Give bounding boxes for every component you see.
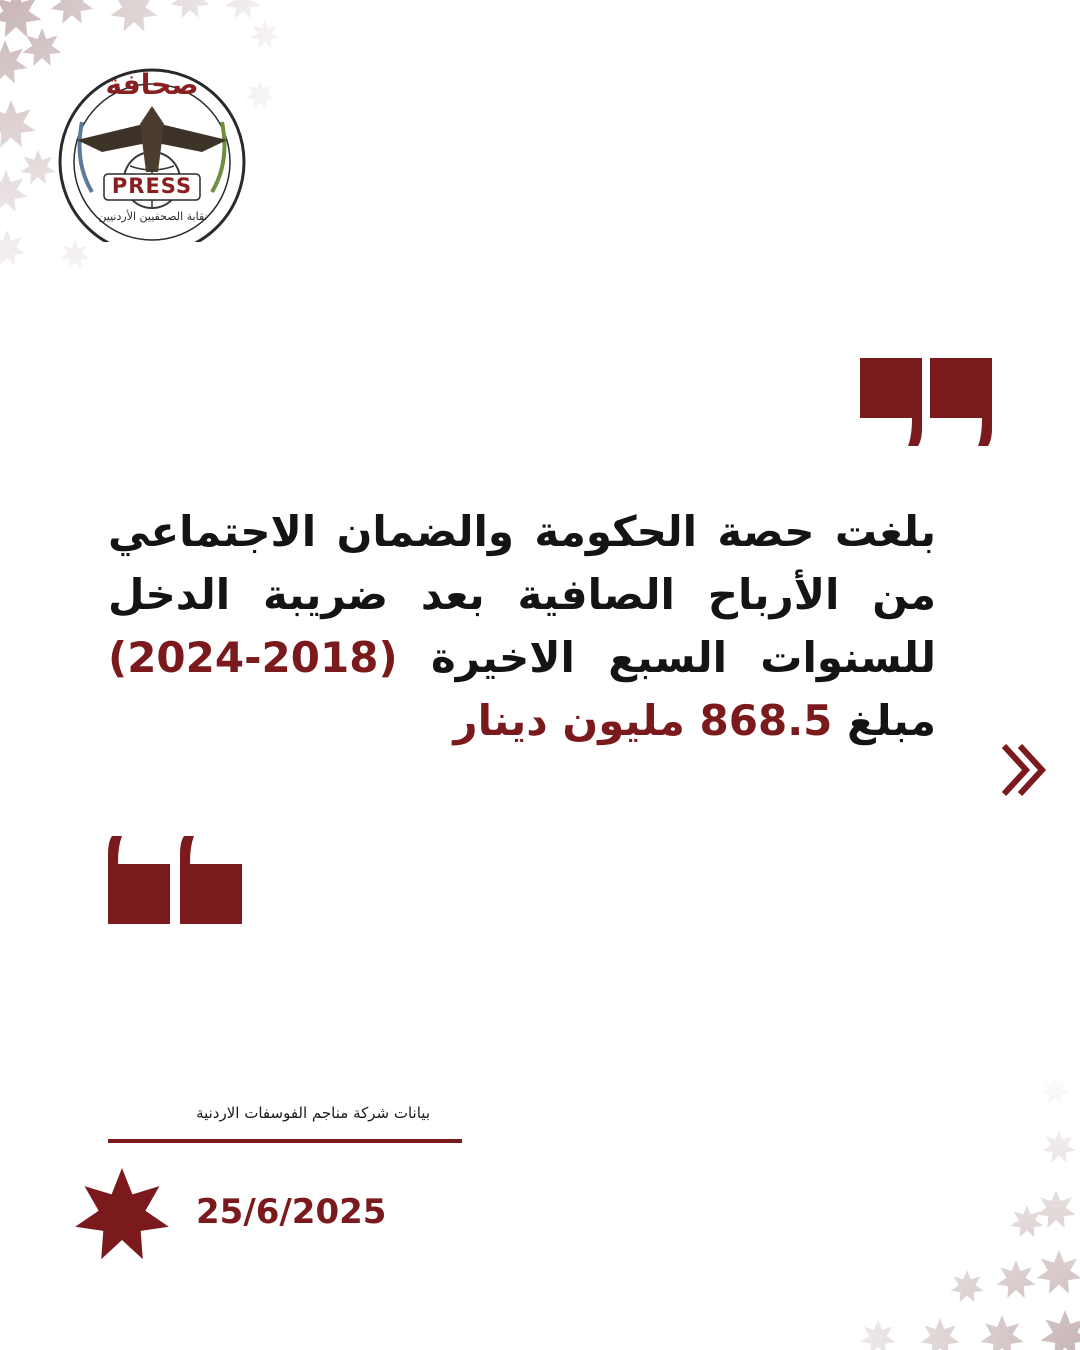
quote-open-icon bbox=[860, 358, 992, 448]
logo-ring-text: نقابة الصحفيين الأردنيين bbox=[98, 210, 208, 223]
quote-close-icon bbox=[108, 834, 242, 924]
divider bbox=[108, 1139, 462, 1143]
quote-years: (2018-2024) bbox=[108, 633, 398, 682]
data-source: بيانات شركة مناجم الفوسفات الاردنية bbox=[196, 1104, 430, 1122]
quote-text bbox=[108, 500, 936, 752]
logo-badge: PRESS bbox=[111, 174, 193, 198]
quote-part-2: مبلغ bbox=[832, 696, 936, 745]
logo-title: صحافة bbox=[105, 68, 199, 101]
quote-part-1: بلغت حصة الحكومة والضمان الاجتماعي من الأرباح الصافية بعد ضريبة الدخل للسنوات السبع الاخيرة bbox=[108, 507, 936, 682]
double-chevron-right-icon[interactable] bbox=[998, 742, 1050, 798]
jordan-star-icon bbox=[72, 1166, 172, 1266]
post-date: 25/6/2025 bbox=[196, 1192, 387, 1232]
star-pattern-bottom-right bbox=[760, 1060, 1080, 1350]
quote-amount: 868.5 مليون دينار bbox=[453, 696, 833, 745]
